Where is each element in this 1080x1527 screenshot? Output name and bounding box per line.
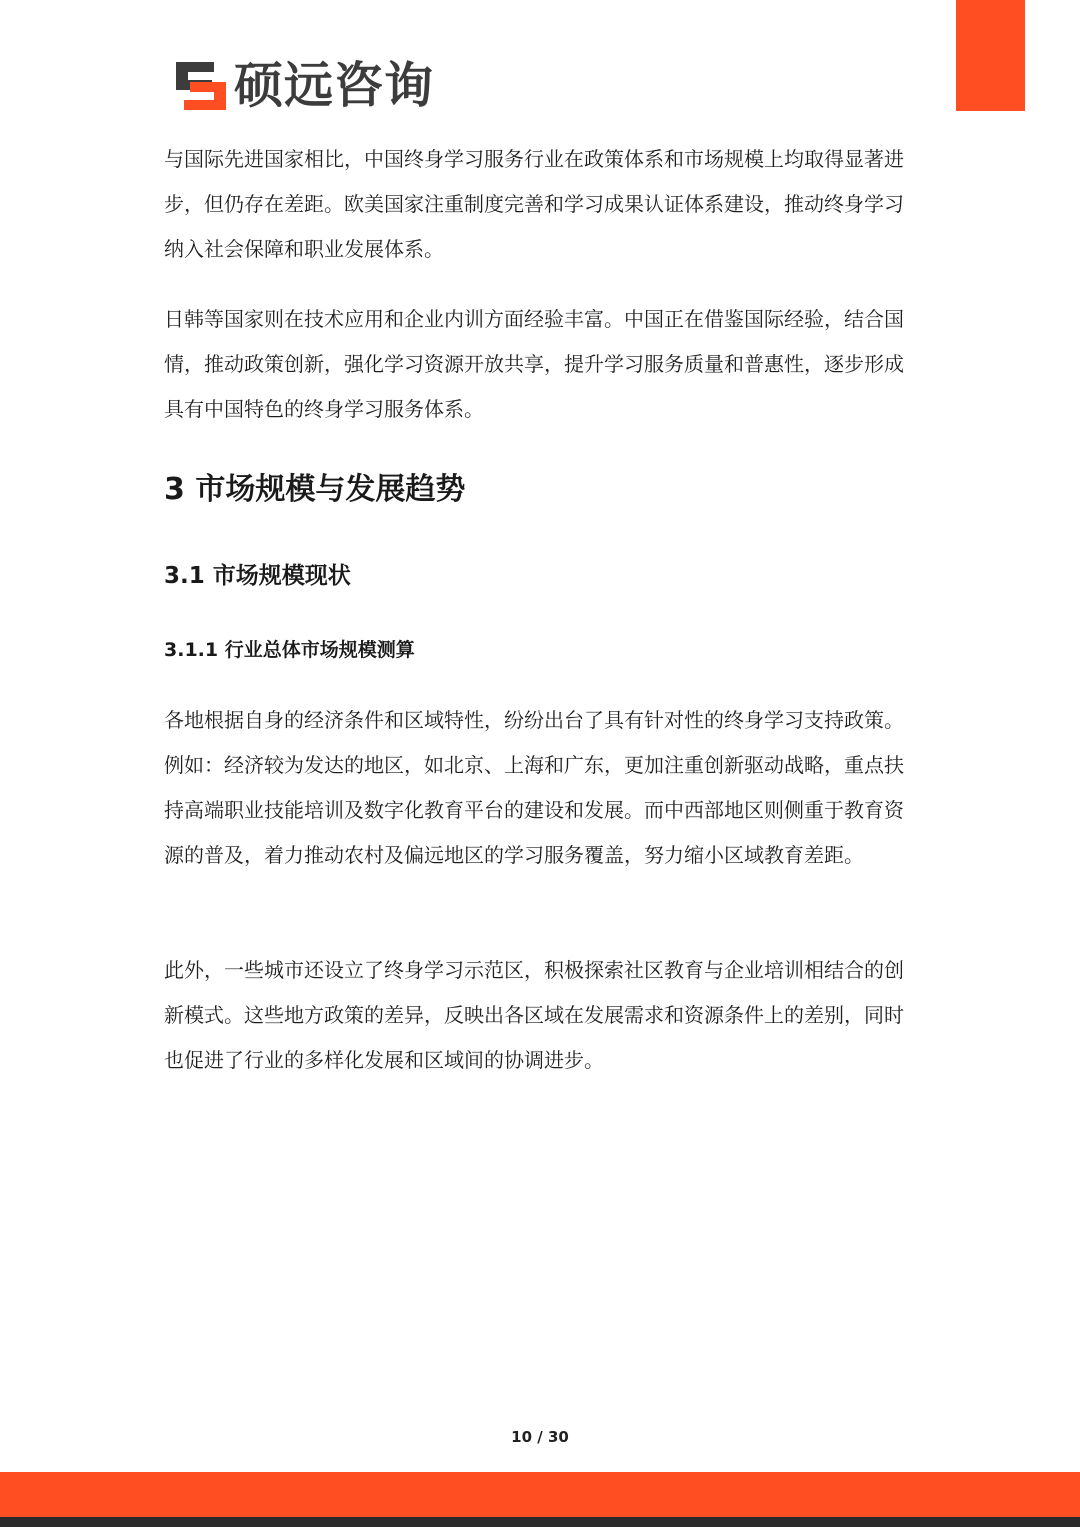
subsection-heading: 3.1 市场规模现状 <box>164 563 351 589</box>
brand-name: 硕远咨询 <box>234 57 435 114</box>
section-heading: 3 市场规模与发展趋势 <box>164 472 466 507</box>
corner-accent-block <box>956 0 1025 111</box>
paragraph-regional-policies: 各地根据自身的经济条件和区域特性，纷纷出台了具有针对性的终身学习支持政策。例如：经济较为发达的地区，如北京、上海和广东，更加注重创新驱动战略，重点扶持高端职业技能培训及数字化教育平台的建设和发展。而中西部地区则侧重于教育资源的普及，着力推动农村及偏远地区的学习服务覆盖，努力缩小区域教育差距。 <box>164 708 904 867</box>
footer-accent-bar <box>0 1472 1080 1517</box>
footer-dark-strip <box>0 1517 1080 1527</box>
brand-logo <box>174 58 434 114</box>
page-number: 10 / 30 <box>511 1428 569 1446</box>
paragraph-demonstration-zones: 此外，一些城市还设立了终身学习示范区，积极探索社区教育与企业培训相结合的创新模式。这些地方政策的差异，反映出各区域在发展需求和资源条件上的差别，同时也促进了行业的多样化发展和区域间的协调进步。 <box>164 958 904 1072</box>
brand-s-icon <box>174 60 228 112</box>
paragraph-international-comparison: 与国际先进国家相比，中国终身学习服务行业在政策体系和市场规模上均取得显著进步，但仍存在差距。欧美国家注重制度完善和学习成果认证体系建设，推动终身学习纳入社会保障和职业发展体系。 <box>164 147 904 261</box>
paragraph-japan-korea-experience: 日韩等国家则在技术应用和企业内训方面经验丰富。中国正在借鉴国际经验，结合国情，推动政策创新，强化学习资源开放共享，提升学习服务质量和普惠性，逐步形成具有中国特色的终身学习服务体系。 <box>164 307 904 421</box>
subsubsection-heading: 3.1.1 行业总体市场规模测算 <box>164 639 415 661</box>
